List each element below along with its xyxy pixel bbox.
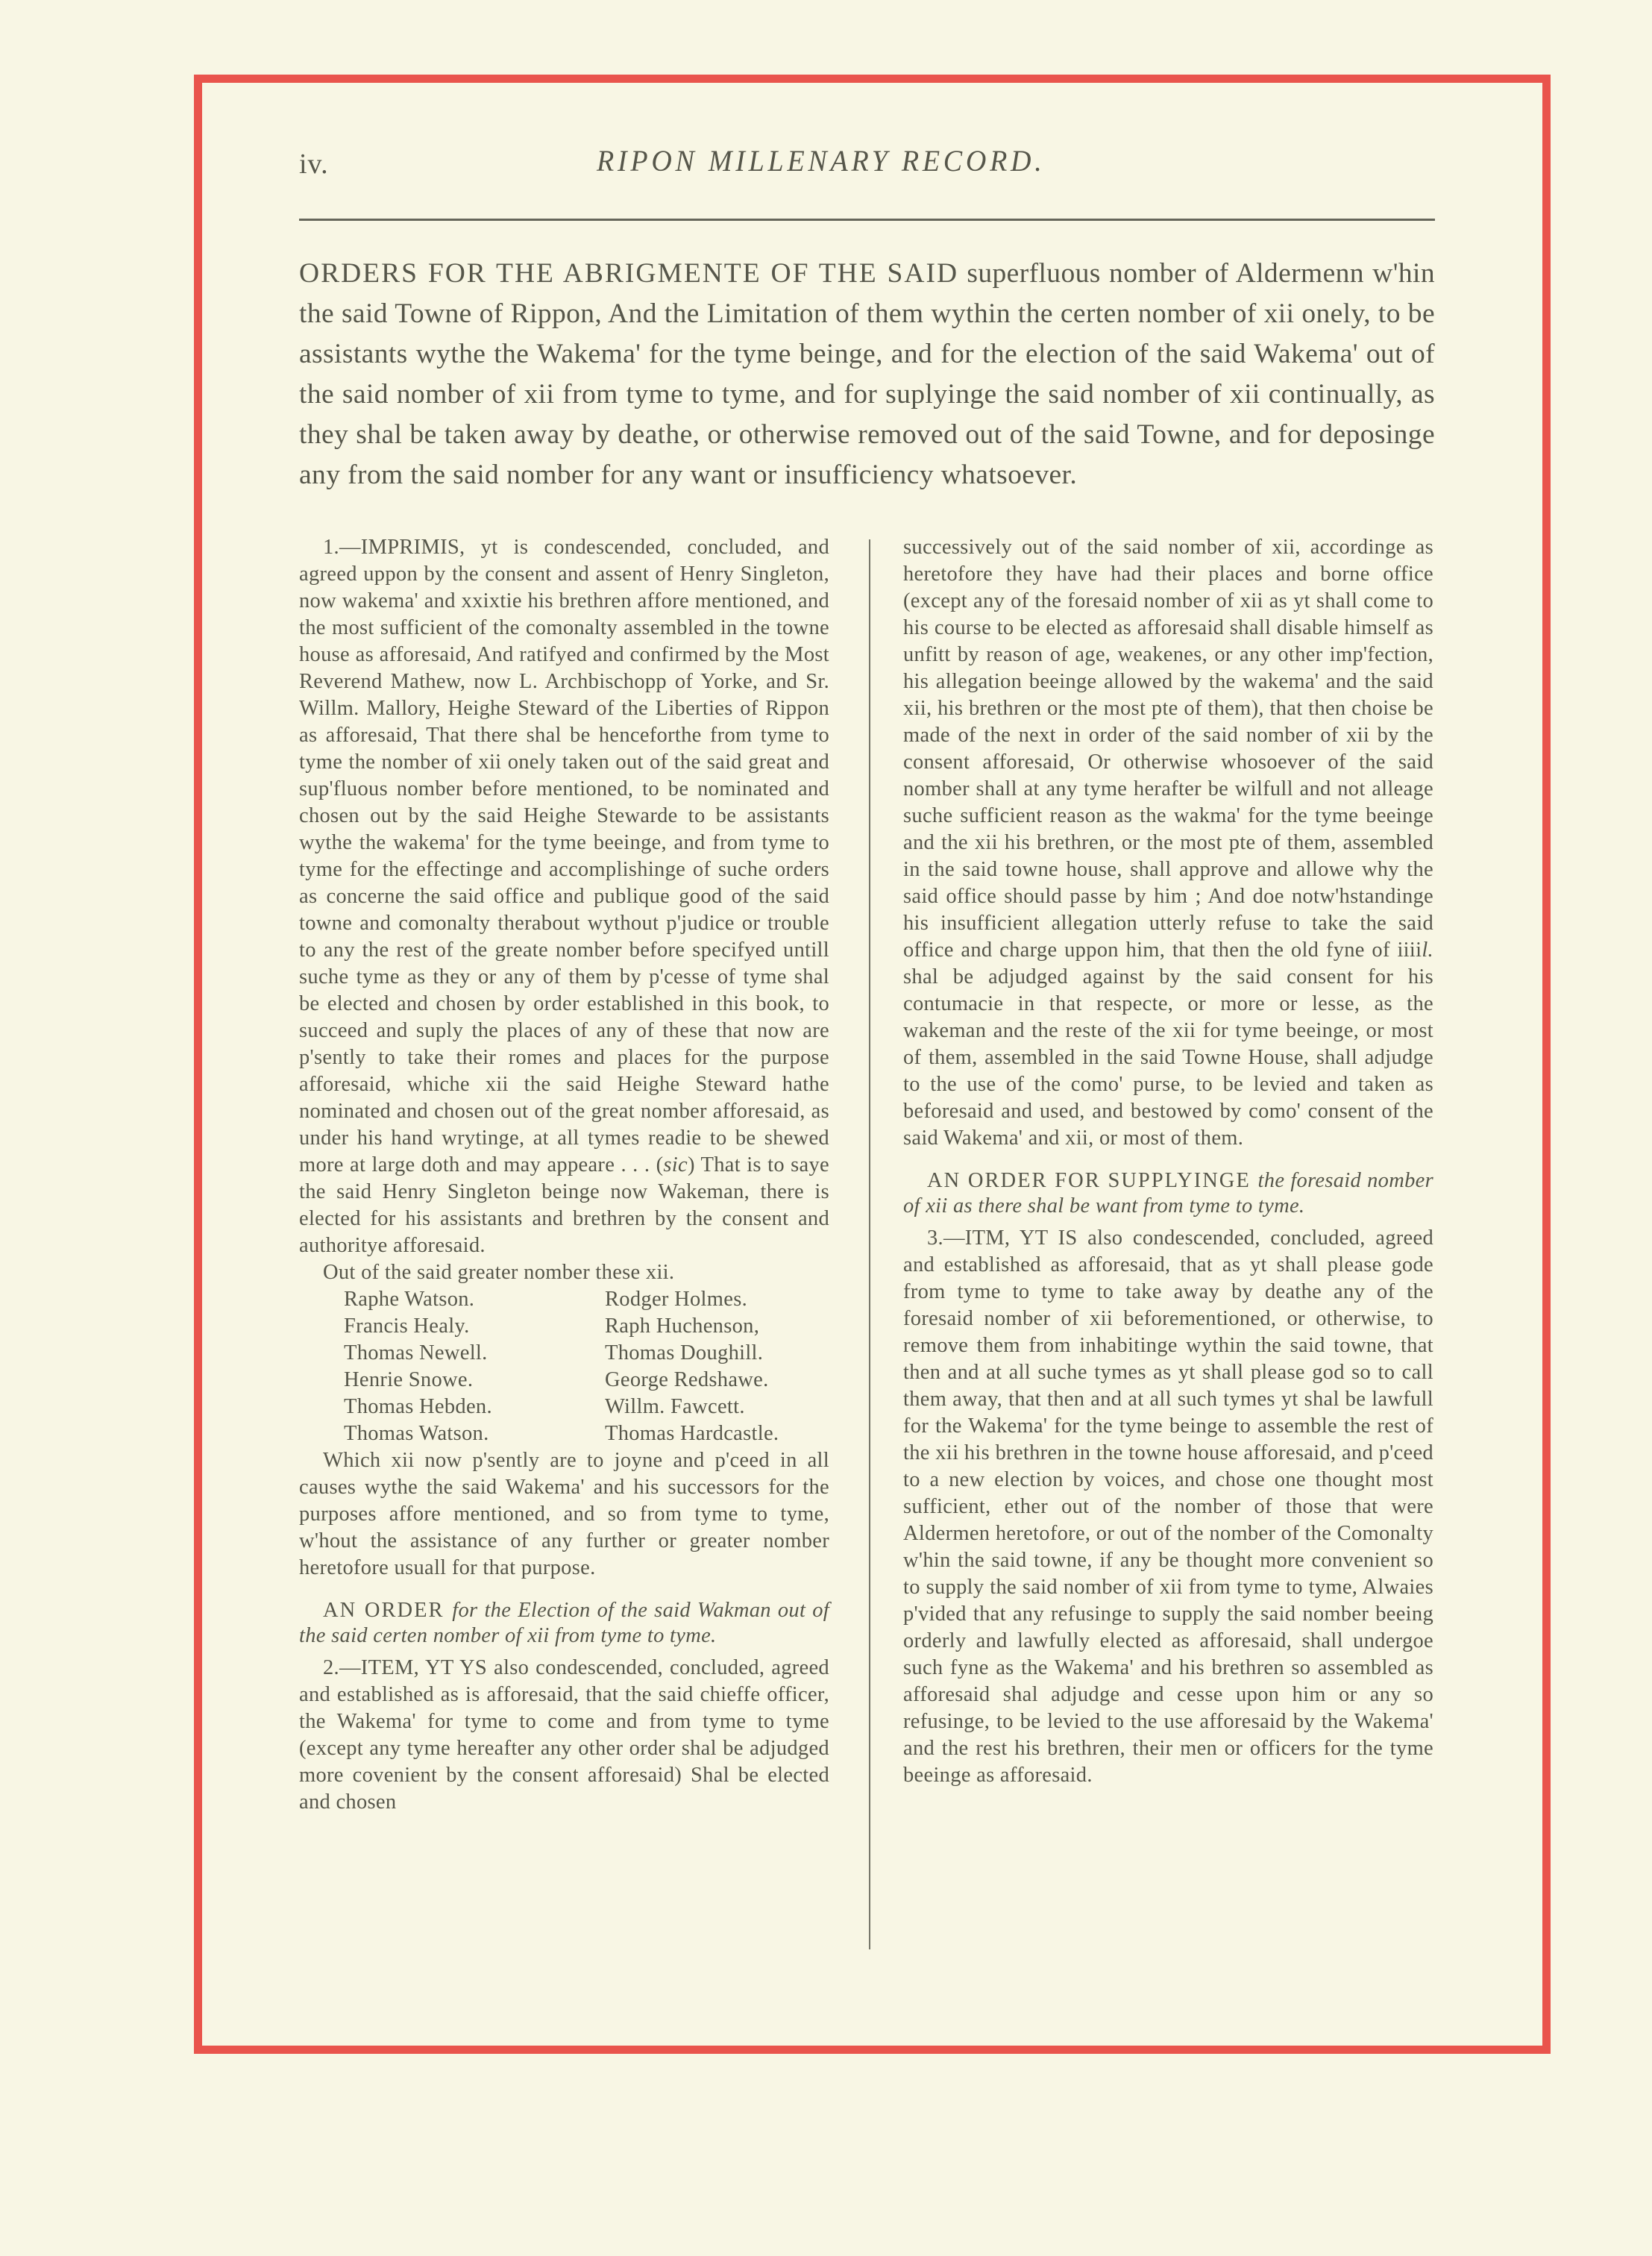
heading-3-caps: AN ORDER FOR SUPPLYINGE <box>927 1169 1258 1192</box>
name-item: Thomas Watson. <box>344 1422 489 1445</box>
column-divider <box>869 539 870 1949</box>
names-intro: Out of the said greater nomber these xii. <box>323 1261 675 1284</box>
name-item: Raph Huchenson, <box>605 1315 760 1338</box>
names-list <box>344 1286 829 1447</box>
intro-text: superfluous nomber of Aldermenn w'hin the said Towne of Rippon, And the Limitation of them wythin the certen nomber of xii onely, to be assistants wythe the Wakema' for the tyme beinge, and for the election of the said Wakema' out of the said nomber of xii from tyme to tyme, and for suplyinge the said nomber of xii continually, as they shal be taken away by deathe, or otherwise removed out of the said Towne, and for deposinge any from the said nomber for any want or insufficiency whatsoever. <box>299 258 1435 490</box>
sic-note: sic <box>663 1153 688 1176</box>
section-heading-2 <box>299 1598 829 1649</box>
name-item: Thomas Doughill. <box>605 1341 764 1364</box>
pound-abbrev: l. <box>1422 939 1433 962</box>
paragraph-2-continued <box>903 534 1433 1152</box>
running-title: RIPON MILLENARY RECORD. <box>597 144 1046 178</box>
heading-2-caps: AN ORDER <box>323 1599 453 1622</box>
heading-3-italic: the foresaid nomber of xii as there shal be want from tyme to tyme. <box>903 1169 1434 1218</box>
page-number: iv. <box>299 148 329 180</box>
name-item: Willm. Fawcett. <box>605 1395 745 1418</box>
intro-paragraph <box>299 254 1435 495</box>
paragraph-2: 2.—ITEM, YT YS also condescended, concluded, agreed and established as is afforesaid, that the said chieffe officer, the Wakema' for tyme to come and from tyme to tyme (except any tyme hereafter any other order shal be adjudged more covenient by the consent afforesaid) Shal be elected and chosen <box>299 1656 829 1814</box>
name-item: Henrie Snowe. <box>344 1368 474 1391</box>
paragraph-which: Which xii now p'sently are to joyne and p'ceed in all causes wythe the said Wakema' and his successors for the purposes affore mentioned, and so from tyme to tyme, w'hout the assistance of any further or greater nomber heretofore usuall for that purpose. <box>299 1449 829 1579</box>
right-column <box>903 534 1433 1789</box>
name-item: Thomas Hebden. <box>344 1395 492 1418</box>
paragraph-2-cont-text-end: shal be adjudged against by the said consent for his contumacie in that respecte, or more or lesse, as the wakeman and the reste of the xii for tyme beeinge, or most of them, assembled in the said Towne House, shall adjudge to the use of the como' purse, to be levied and taken as beforesaid and used, and bestowed by como' consent of the said Wakema' and xii, or most of them. <box>903 965 1433 1150</box>
name-item: Raphe Watson. <box>344 1288 475 1311</box>
paragraph-1-text-cont: ) That is to saye the said Henry Singleton beinge now Wakeman, there is elected for his assistants and brethren by the consent and authoritye afforesaid. <box>299 1153 829 1257</box>
name-item: Thomas Newell. <box>344 1341 488 1364</box>
name-item: George Redshawe. <box>605 1368 769 1391</box>
paragraph-1 <box>299 534 829 1259</box>
section-heading-3 <box>903 1168 1433 1219</box>
paragraph-1-text: 1.—IMPRIMIS, yt is condescended, concluded, and agreed uppon by the consent and assent of Henry Singleton, now wakema' and xxixtie his brethren affore mentioned, and the most sufficient of the comonalty assembled in the towne house as afforesaid, And ratifyed and confirmed by the Most Reverend Mathew, now L. Archbischopp of Yorke, and Sr. Willm. Mallory, Heighe Steward of the Liberties of Rippon as afforesaid, That there shal be henceforthe from tyme to tyme the nomber of xii onely taken out of the said great and sup'fluous nomber before mentioned, to be nominated and chosen out by the said Heighe Stewarde to be assistants wythe the wakema' for the tyme beeinge, and from tyme to tyme for the effectinge and accomplishinge of suche orders as concerne the said office and publique good of the said towne and comonalty therabout wythout p'judice or trouble to any the rest of the greate nomber before specifyed untill suche tyme as they or any of them by p'cesse of tyme shal be elected and chosen by order established in this book, to succeed and suply the places of any of these that now are p'sently to take their romes and places for the purpose afforesaid, whiche xii the said Heighe Steward hathe nominated and chosen out of the great nomber afforesaid, as under his hand wrytinge, at all tymes readie to be shewed more at large doth and may appeare . . . ( <box>299 536 829 1176</box>
name-item: Rodger Holmes. <box>605 1288 748 1311</box>
heading-2-italic: for the Election of the said Wakman out of the said certen nomber of xii from tyme to tyme. <box>299 1599 830 1647</box>
paragraph-3: 3.—ITM, YT IS also condescended, concluded, agreed and established as afforesaid, that as yt shall please gode from tyme to tyme to take away by deathe any of the foresaid nomber of xii beforementioned, or otherwise, to remove them from inhabitinge wythin the said towne, that then and at all suche tymes as yt shall please god so to call them away, that then and at all such tymes yt shal be lawfull for the Wakema' for the tyme beinge to assemble the rest of the xii his brethren in the towne house afforesaid, and p'ceed to a new election by voices, and chose one thought most sufficient, ether out of the nomber of those that were Aldermen heretofore, or out of the nomber of the Comonalty w'hin the said towne, if any be thought more convenient so to supply the said nomber of xii from tyme to tyme, Alwaies p'vided that any refusinge to supply the said nomber beeing orderly and lawfully elected as afforesaid, shall undergoe such fyne as the Wakema' and his brethren so assembled as afforesaid shal adjudge and cesse upon him or any so refusinge, to be levied to the use afforesaid by the Wakema' and the rest his brethren, their men or officers for the tyme beeinge as afforesaid. <box>903 1226 1433 1787</box>
name-item: Thomas Hardcastle. <box>605 1422 779 1445</box>
intro-caps: ORDERS FOR THE ABRIGMENTE OF THE SAID <box>299 258 959 289</box>
header-rule <box>299 219 1435 221</box>
paragraph-2-cont-text: successively out of the said nomber of xii, accordinge as heretofore they have had their places and borne office (except any of the foresaid nomber of xii as yt shall come to his course to be elected as afforesaid shall disable himself as unfitt by reason of age, weakenes, or any other imp'fection, his allegation beeinge allowed by the wakema' and the said xii, his brethren or the most pte of them), that then choise be made of the next in order of the said nomber of xii by the consent afforesaid, Or otherwise whosoever of the said nomber shall at any tyme herafter be wilfull and not alleage suche sufficient reason as the wakma' for the tyme beeinge and the xii his brethren, or the most pte of them, assembled in the said towne house, shall approve and allowe why the said office should passe by him ; And doe notw'hstandinge his insufficient allegation utterly refuse to take the said office and charge uppon him, that then the old fyne of iiii <box>903 536 1433 962</box>
left-column <box>299 534 829 1816</box>
name-item: Francis Healy. <box>344 1315 470 1338</box>
